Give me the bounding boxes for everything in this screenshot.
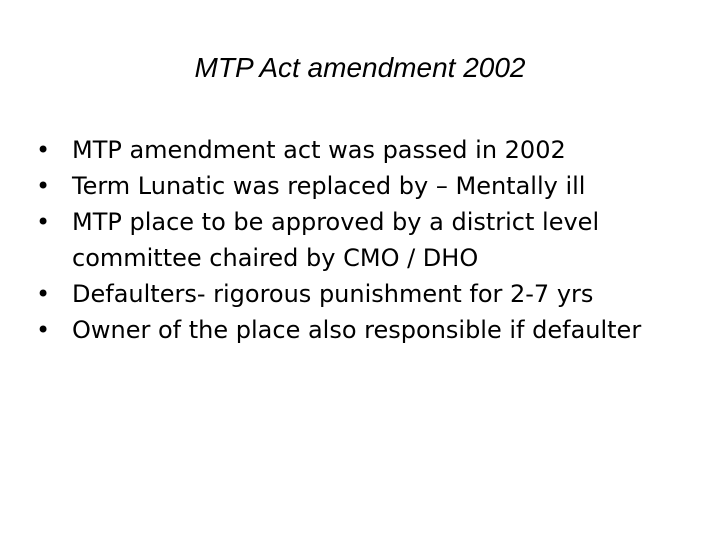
bullet-marker: •: [36, 172, 51, 200]
bullet-marker: •: [36, 316, 51, 344]
bullet-marker: •: [36, 136, 51, 164]
bullet-item: [36, 132, 686, 168]
bullet-item: [36, 204, 686, 276]
bullet-marker: •: [36, 280, 51, 308]
slide-title: MTP Act amendment 2002: [194, 52, 526, 83]
bullet-item: [36, 168, 686, 204]
bullet-text: Term Lunatic was replaced by – Mentally ill: [72, 172, 586, 200]
bullet-marker: •: [36, 208, 51, 236]
bullet-item: [36, 276, 686, 312]
bullet-item: [36, 312, 686, 348]
bullet-text: Defaulters- rigorous punishment for 2-7 yrs: [72, 280, 594, 308]
bullet-text: Owner of the place also responsible if defaulter: [72, 316, 642, 344]
bullet-list: [36, 132, 686, 348]
bullet-text: MTP place to be approved by a district level committee chaired by CMO / DHO: [72, 208, 600, 272]
bullet-text: MTP amendment act was passed in 2002: [72, 136, 566, 164]
